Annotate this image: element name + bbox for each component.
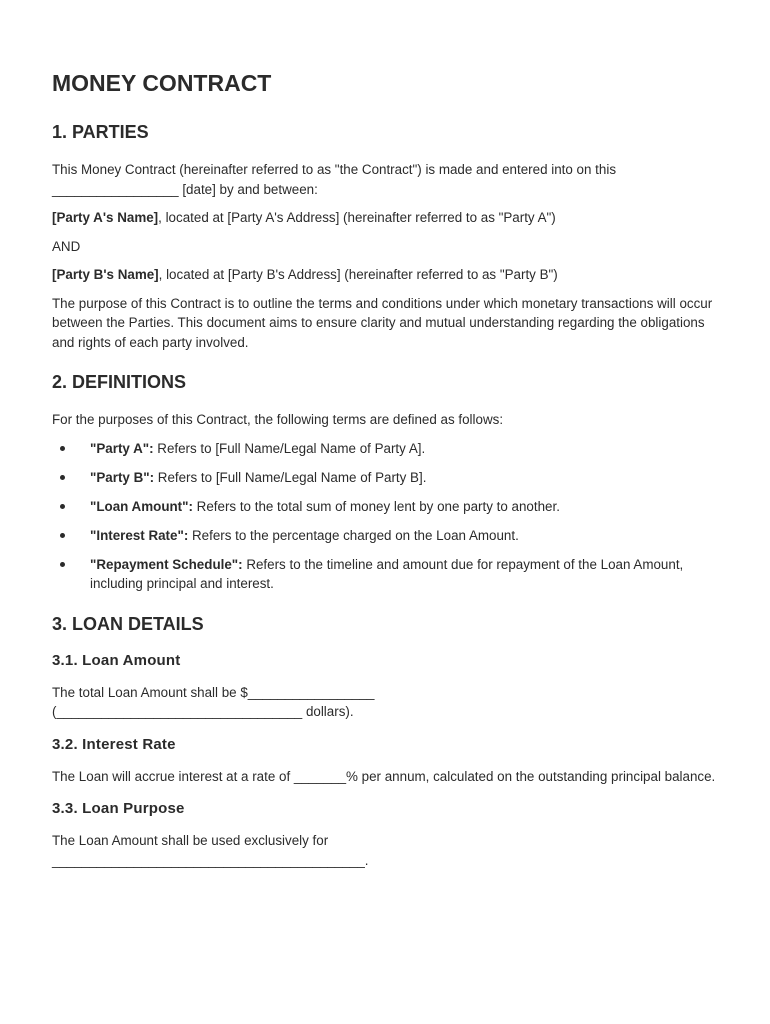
- definition-text: Refers to the timeline and amount due for repayment of the Loan Amount, including principal and interest.: [90, 556, 684, 591]
- definition-term: "Party A":: [90, 440, 154, 456]
- party-b-details: , located at [Party B's Address] (hereinafter referred to as "Party B"): [158, 267, 558, 282]
- list-item: [52, 555, 722, 594]
- list-item: [52, 497, 722, 517]
- interest-rate-paragraph: The Loan will accrue interest at a rate of _______% per annum, calculated on the outstanding principal balance.: [52, 768, 716, 784]
- loan-amount-line-2: (_________________________________ dollars).: [52, 704, 354, 719]
- section-parties: [52, 122, 722, 352]
- and-text: AND: [52, 238, 81, 254]
- definition-term: "Repayment Schedule":: [90, 556, 243, 572]
- bullet-icon: [60, 562, 65, 567]
- definitions-list: [52, 439, 722, 594]
- definition-term: "Interest Rate":: [90, 527, 189, 543]
- loan-purpose-paragraph: [52, 831, 722, 870]
- intro-line-2: _________________ [date] by and between:: [52, 181, 318, 197]
- section-heading: 1. PARTIES: [52, 122, 149, 142]
- subsection-loan-amount: [52, 652, 722, 722]
- list-item: [52, 468, 722, 488]
- loan-amount-line-1: The total Loan Amount shall be $_________________: [52, 684, 375, 700]
- document-body: [52, 70, 722, 879]
- definition-text: Refers to [Full Name/Legal Name of Party A].: [153, 440, 426, 456]
- party-a-name: [Party A's Name]: [52, 210, 159, 225]
- party-b-name: [Party B's Name]: [52, 267, 159, 282]
- intro-paragraph: [52, 160, 722, 199]
- section-heading: 3. LOAN DETAILS: [52, 613, 204, 634]
- intro-line-1: This Money Contract (hereinafter referred to as "the Contract") is made and entered into on this: [52, 162, 617, 177]
- subsection-heading: 3.1. Loan Amount: [52, 651, 181, 669]
- party-a-paragraph: [52, 208, 722, 228]
- purpose-paragraph: The purpose of this Contract is to outline the terms and conditions under which monetary transactions will occur between the Parties. This document aims to ensure clarity and mutual understanding regarding the obligations and rights of each party involved.: [52, 295, 713, 350]
- bullet-icon: [60, 446, 65, 451]
- bullet-icon: [60, 475, 65, 480]
- bullet-icon: [60, 504, 65, 509]
- party-a-details: , located at [Party A's Address] (hereinafter referred to as "Party A"): [158, 210, 556, 225]
- section-definitions: [52, 372, 722, 594]
- definitions-intro: For the purposes of this Contract, the following terms are defined as follows:: [52, 412, 504, 427]
- list-item: [52, 439, 722, 459]
- definition-text: Refers to the percentage charged on the Loan Amount.: [188, 527, 519, 543]
- subsection-heading: 3.2. Interest Rate: [52, 735, 176, 753]
- loan-amount-paragraph: [52, 683, 722, 722]
- list-item: [52, 526, 722, 546]
- document-title: MONEY CONTRACT: [52, 70, 272, 96]
- subsection-heading: 3.3. Loan Purpose: [52, 800, 185, 817]
- party-b-paragraph: [52, 265, 722, 285]
- subsection-loan-purpose: [52, 800, 722, 870]
- section-heading: 2. DEFINITIONS: [52, 372, 187, 392]
- loan-purpose-line-1: The Loan Amount shall be used exclusively for: [52, 833, 329, 848]
- bullet-icon: [60, 533, 65, 538]
- definition-term: "Loan Amount":: [90, 498, 193, 514]
- loan-purpose-line-2: __________________________________________.: [52, 852, 369, 868]
- definition-term: "Party B":: [90, 469, 155, 485]
- definition-text: Refers to the total sum of money lent by one party to another.: [192, 498, 560, 514]
- subsection-interest-rate: [52, 736, 722, 787]
- definition-text: Refers to [Full Name/Legal Name of Party B].: [154, 469, 427, 485]
- section-loan-details: [52, 614, 722, 871]
